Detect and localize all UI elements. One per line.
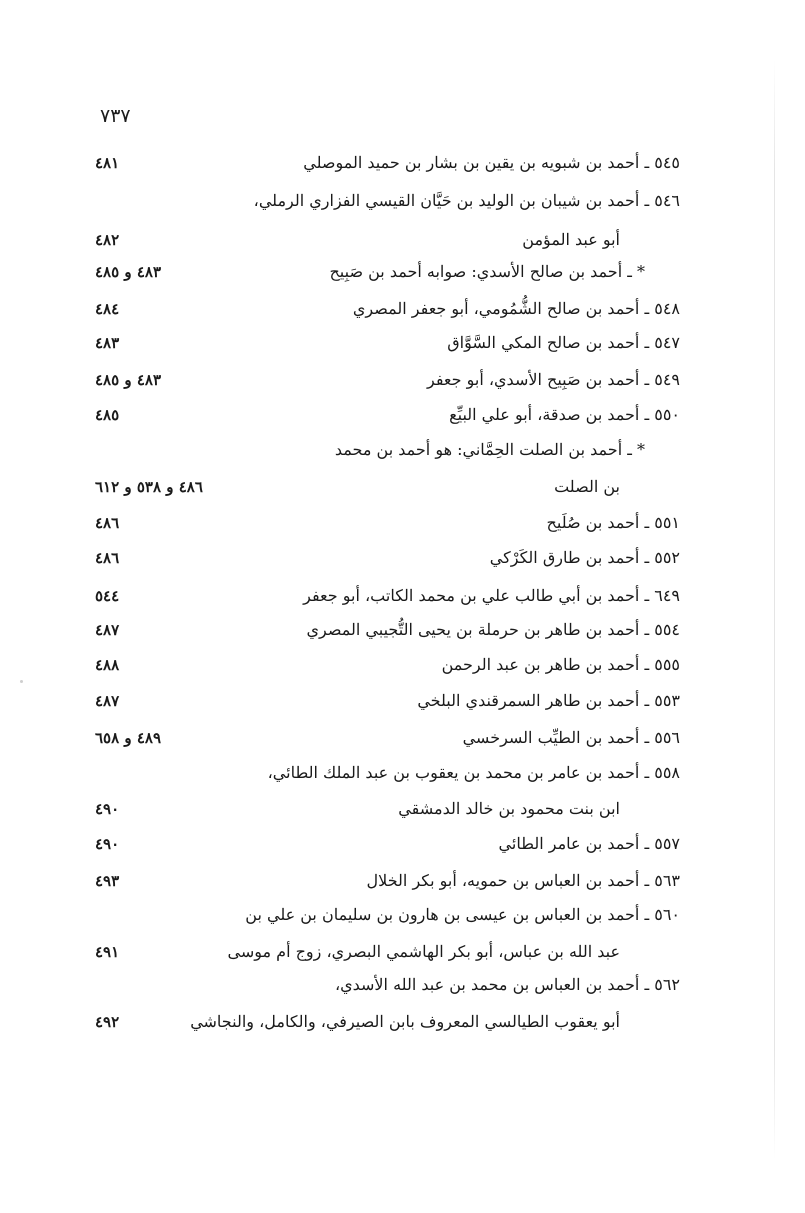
- index-entry: [95, 291, 680, 327]
- index-entry: [95, 325, 680, 361]
- entry-pages: ٤٩٠: [95, 800, 120, 818]
- entry-text: ٦٤٩ ـ أحمد بن أبي طالب علي بن محمد الكاتب، أبو جعفر: [303, 586, 680, 605]
- entry-pages: ٤٨٥: [95, 406, 120, 424]
- entry-pages: ٥٤٤: [95, 587, 120, 605]
- index-entry: [95, 362, 680, 398]
- page-number: ٧٣٧: [100, 105, 131, 127]
- index-entry: [95, 254, 680, 290]
- entry-text: أبو يعقوب الطيالسي المعروف بابن الصيرفي، والكامل، والنجاشي: [190, 1012, 620, 1031]
- entry-pages: ٤٨٣: [95, 334, 120, 352]
- entry-text: ٥٥٢ ـ أحمد بن طارق الكَرْكي: [489, 548, 680, 567]
- entry-text: ٥٤٩ ـ أحمد بن صَبِيح الأسدي، أبو جعفر: [426, 370, 680, 389]
- entry-pages: ٤٨٤: [95, 300, 120, 318]
- entry-pages: ٤٨٨: [95, 656, 120, 674]
- entry-pages: ٤٨٦ و ٥٣٨ و ٦١٢: [95, 478, 203, 496]
- index-entry: [95, 432, 680, 468]
- entry-pages: ٤٩١: [95, 943, 120, 961]
- index-entry: [95, 683, 680, 719]
- entry-text: ٥٤٨ ـ أحمد بن صالح الشُّمُومي، أبو جعفر المصري: [352, 299, 680, 318]
- index-entry: [95, 755, 680, 791]
- entry-pages: ٤٨١: [95, 154, 120, 172]
- index-entry-continuation: [95, 934, 680, 970]
- index-entry: [95, 145, 680, 181]
- index-entry: [95, 647, 680, 683]
- entry-pages: ٤٨٦: [95, 549, 120, 567]
- entry-text: * ـ أحمد بن صالح الأسدي: صوابه أحمد بن صَبِيح: [329, 262, 645, 281]
- entry-text: ٥٥٨ ـ أحمد بن عامر بن محمد بن يعقوب بن عبد الملك الطائي،: [267, 763, 680, 782]
- entry-pages: ٤٩٠: [95, 835, 120, 853]
- entry-text: ٥٥٠ ـ أحمد بن صدقة، أبو علي البيِّع: [449, 405, 680, 424]
- index-entry: [95, 578, 680, 614]
- entry-pages: ٤٨٩ و ٦٥٨: [95, 729, 162, 747]
- entry-text: ٥٦٠ ـ أحمد بن العباس بن عيسى بن هارون بن سليمان بن علي بن: [245, 905, 680, 924]
- entry-pages: ٤٩٣: [95, 872, 120, 890]
- index-entry-continuation: [95, 469, 680, 505]
- entry-text: أبو عبد المؤمن: [522, 230, 620, 249]
- index-entry: [95, 720, 680, 756]
- index-entry: [95, 183, 680, 219]
- entry-text: ٥٤٥ ـ أحمد بن شبويه بن يقين بن بشار بن حميد الموصلي: [303, 153, 680, 172]
- entry-pages: ٤٨٦: [95, 514, 120, 532]
- entry-text: ٥٥٦ ـ أحمد بن الطيِّب السرخسي: [462, 728, 680, 747]
- entry-pages: ٤٨٣ و ٤٨٥: [95, 371, 162, 389]
- entry-pages: ٤٨٢: [95, 231, 120, 249]
- entry-text: * ـ أحمد بن الصلت الحِمَّاني: هو أحمد بن محمد: [334, 440, 645, 459]
- entry-text: ٥٥٣ ـ أحمد بن طاهر السمرقندي البلخي: [417, 691, 680, 710]
- index-entry-continuation: [95, 222, 680, 258]
- entry-text: بن الصلت: [554, 477, 620, 496]
- entry-text: عبد الله بن عباس، أبو بكر الهاشمي البصري، زوج أم موسى: [227, 942, 620, 961]
- scan-speck: [20, 680, 23, 683]
- entry-text: ٥٥١ ـ أحمد بن صُلَيح: [546, 513, 680, 532]
- entry-pages: ٤٨٧: [95, 692, 120, 710]
- entry-pages: ٤٨٧: [95, 621, 120, 639]
- index-entry-continuation: [95, 1004, 680, 1040]
- index-entry: [95, 612, 680, 648]
- index-entry: [95, 397, 680, 433]
- entry-text: ٥٥٤ ـ أحمد بن طاهر بن حرملة بن يحيى التُّجيبي المصري: [306, 620, 680, 639]
- entry-text: ٥٤٦ ـ أحمد بن شيبان بن الوليد بن حَيَّان القيسي الفزاري الرملي،: [253, 191, 680, 210]
- entry-text: ٥٦٣ ـ أحمد بن العباس بن حمويه، أبو بكر الخلال: [366, 871, 680, 890]
- index-entry: [95, 540, 680, 576]
- index-entry-continuation: [95, 791, 680, 827]
- index-entry: [95, 967, 680, 1003]
- index-entry: [95, 863, 680, 899]
- index-entry: [95, 505, 680, 541]
- entry-pages: ٤٨٣ و ٤٨٥: [95, 263, 162, 281]
- entry-text: ٥٦٢ ـ أحمد بن العباس بن محمد بن عبد الله الأسدي،: [334, 975, 680, 994]
- index-entry: [95, 826, 680, 862]
- index-entry: [95, 897, 680, 933]
- entry-text: ٥٤٧ ـ أحمد بن صالح المكي السَّوَّاق: [447, 333, 680, 352]
- entry-pages: ٤٩٢: [95, 1013, 120, 1031]
- entry-text: ٥٥٥ ـ أحمد بن طاهر بن عبد الرحمن: [441, 655, 680, 674]
- entry-text: ٥٥٧ ـ أحمد بن عامر الطائي: [498, 834, 680, 853]
- entry-text: ابن بنت محمود بن خالد الدمشقي: [398, 799, 620, 818]
- page-edge: [774, 60, 775, 1160]
